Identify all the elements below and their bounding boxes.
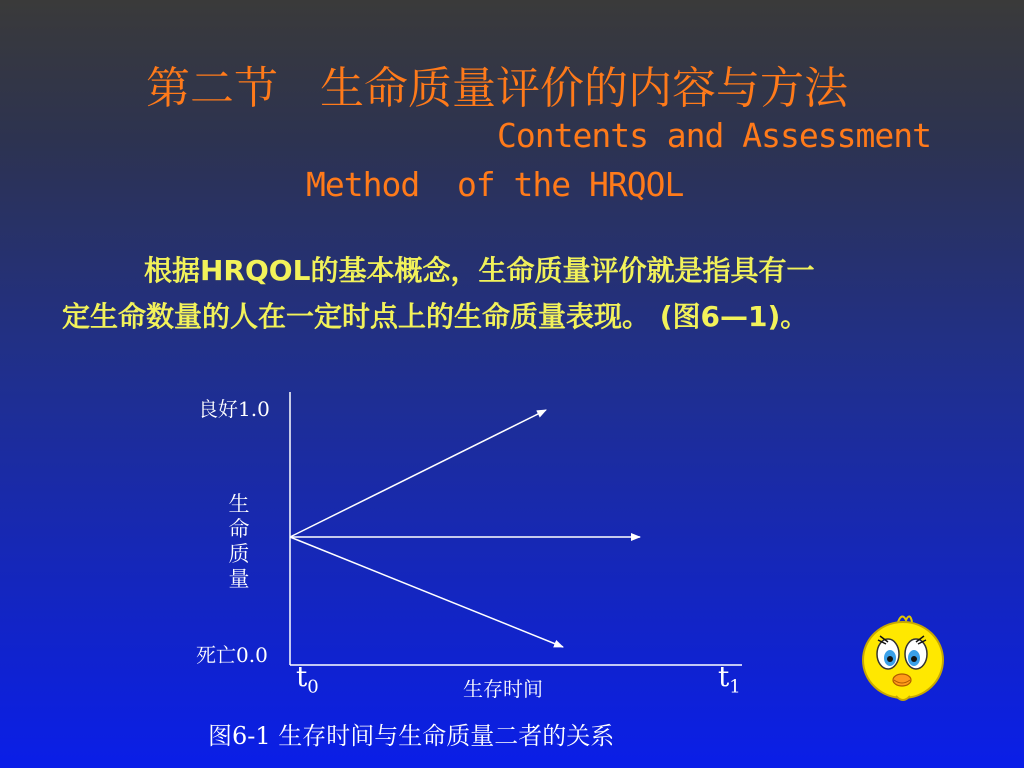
y-axis-label-char: 质 — [228, 542, 250, 566]
tweety-bird-icon — [858, 612, 948, 712]
slide-title-english-line2: Method of the HRQOL — [306, 165, 684, 204]
arrow-improving — [290, 410, 546, 537]
y-axis-label-char: 量 — [228, 567, 250, 591]
t1-text: t — [718, 660, 730, 693]
t0-text: t — [296, 660, 308, 693]
paragraph-line-1: 根据HRQOL的基本概念，生命质量评价就是指具有一 — [144, 254, 815, 287]
t0-subscript: 0 — [307, 676, 319, 698]
paragraph-line-2: 定生命数量的人在一定时点上的生命质量表现。 (图6—1)。 — [62, 300, 809, 333]
x-axis-label: 生存时间 — [463, 677, 543, 701]
t0-label — [296, 660, 319, 698]
figure-caption: 图6-1 生存时间与生命质量二者的关系 — [208, 722, 615, 750]
y-axis-label-char: 生 — [228, 492, 250, 516]
y-top-label: 良好1.0 — [198, 397, 270, 421]
y-axis-label — [227, 492, 251, 592]
t1-label — [718, 660, 741, 698]
slide-title-chinese: 第二节 生命质量评价的内容与方法 — [146, 63, 848, 114]
t1-subscript: 1 — [729, 676, 741, 698]
y-axis-label-char: 命 — [228, 517, 250, 541]
arrow-declining — [290, 537, 563, 647]
slide-title-english-line1: Contents and Assessment — [497, 116, 931, 155]
y-bottom-label: 死亡0.0 — [196, 643, 268, 667]
